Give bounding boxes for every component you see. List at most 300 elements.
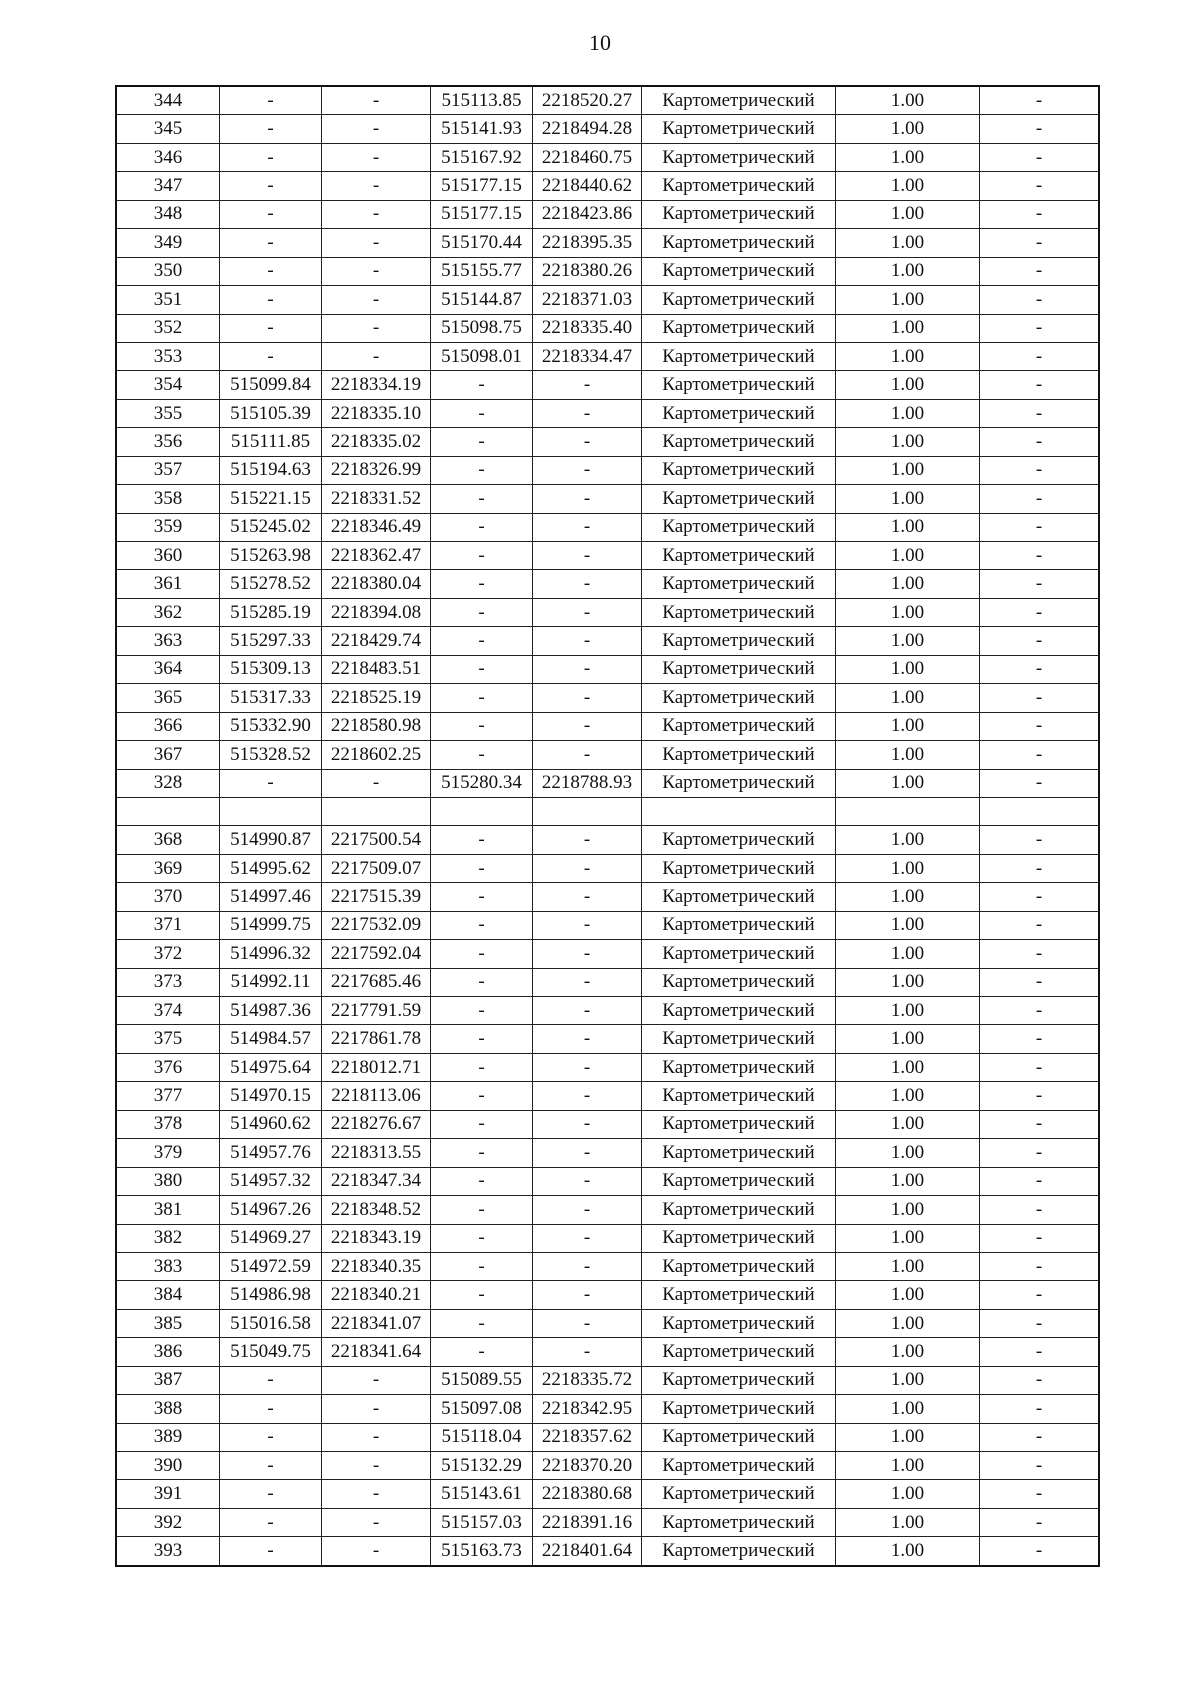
note-cell: - bbox=[980, 940, 1100, 968]
note-cell: - bbox=[980, 1452, 1100, 1480]
table-row bbox=[116, 1252, 1099, 1280]
x-existing-cell: - bbox=[220, 286, 322, 314]
note-cell: - bbox=[980, 1281, 1100, 1309]
method-cell: Картометрический bbox=[642, 485, 836, 513]
table-row bbox=[116, 1281, 1099, 1309]
y-new-cell: - bbox=[533, 371, 642, 399]
x-new-cell: - bbox=[431, 399, 533, 427]
method-cell: Картометрический bbox=[642, 570, 836, 598]
x-new-cell: 515143.61 bbox=[431, 1480, 533, 1508]
table-row bbox=[116, 655, 1099, 683]
table-row bbox=[116, 314, 1099, 342]
x-existing-cell: 515278.52 bbox=[220, 570, 322, 598]
x-existing-cell: 514986.98 bbox=[220, 1281, 322, 1309]
precision-cell: 1.00 bbox=[836, 940, 980, 968]
note-cell: - bbox=[980, 854, 1100, 882]
table-row bbox=[116, 456, 1099, 484]
y-new-cell: - bbox=[533, 627, 642, 655]
table-row bbox=[116, 513, 1099, 541]
precision-cell: 1.00 bbox=[836, 485, 980, 513]
x-existing-cell: 515309.13 bbox=[220, 655, 322, 683]
y-new-cell: 2218357.62 bbox=[533, 1423, 642, 1451]
precision-cell: 1.00 bbox=[836, 1082, 980, 1110]
x-existing-cell: 514995.62 bbox=[220, 854, 322, 882]
precision-cell: 1.00 bbox=[836, 655, 980, 683]
note-cell: - bbox=[980, 456, 1100, 484]
y-new-cell: 2218342.95 bbox=[533, 1395, 642, 1423]
y-new-cell: - bbox=[533, 456, 642, 484]
x-new-cell: - bbox=[431, 655, 533, 683]
precision-cell: 1.00 bbox=[836, 428, 980, 456]
point-number-cell: 359 bbox=[116, 513, 220, 541]
note-cell: - bbox=[980, 1508, 1100, 1536]
precision-cell: 1.00 bbox=[836, 1025, 980, 1053]
x-new-cell: - bbox=[431, 1139, 533, 1167]
precision-cell: 1.00 bbox=[836, 1452, 980, 1480]
precision-cell: 1.00 bbox=[836, 200, 980, 228]
point-number-cell: 382 bbox=[116, 1224, 220, 1252]
table-row bbox=[116, 86, 1099, 115]
precision-cell: 1.00 bbox=[836, 399, 980, 427]
x-existing-cell: 515111.85 bbox=[220, 428, 322, 456]
point-number-cell: 358 bbox=[116, 485, 220, 513]
table-row bbox=[116, 1139, 1099, 1167]
coordinates-table bbox=[115, 85, 1100, 1567]
method-cell: Картометрический bbox=[642, 86, 836, 115]
point-number-cell: 374 bbox=[116, 997, 220, 1025]
precision-cell: 1.00 bbox=[836, 1338, 980, 1366]
point-number-cell: 364 bbox=[116, 655, 220, 683]
y-new-cell: - bbox=[533, 1224, 642, 1252]
table-row bbox=[116, 1508, 1099, 1536]
note-cell: - bbox=[980, 655, 1100, 683]
y-existing-cell: 2218340.21 bbox=[322, 1281, 431, 1309]
y-new-cell: - bbox=[533, 968, 642, 996]
x-new-cell: 515097.08 bbox=[431, 1395, 533, 1423]
point-number-cell: 361 bbox=[116, 570, 220, 598]
y-existing-cell: 2218276.67 bbox=[322, 1110, 431, 1138]
y-new-cell: 2218520.27 bbox=[533, 86, 642, 115]
point-number-cell: 391 bbox=[116, 1480, 220, 1508]
y-existing-cell: 2218348.52 bbox=[322, 1196, 431, 1224]
note-cell: - bbox=[980, 712, 1100, 740]
note-cell: - bbox=[980, 1167, 1100, 1195]
x-existing-cell: - bbox=[220, 1508, 322, 1536]
precision-cell: 1.00 bbox=[836, 371, 980, 399]
y-existing-cell: 2218429.74 bbox=[322, 627, 431, 655]
y-new-cell: - bbox=[533, 428, 642, 456]
note-cell: - bbox=[980, 997, 1100, 1025]
x-new-cell: - bbox=[431, 570, 533, 598]
table-row bbox=[116, 826, 1099, 854]
method-cell: Картометрический bbox=[642, 1196, 836, 1224]
precision-cell: 1.00 bbox=[836, 627, 980, 655]
point-number-cell: 381 bbox=[116, 1196, 220, 1224]
x-new-cell: - bbox=[431, 513, 533, 541]
method-cell: Картометрический bbox=[642, 542, 836, 570]
method-cell: Картометрический bbox=[642, 1309, 836, 1337]
note-cell: - bbox=[980, 513, 1100, 541]
y-new-cell: - bbox=[533, 826, 642, 854]
y-existing-cell: 2218525.19 bbox=[322, 684, 431, 712]
x-new-cell: - bbox=[431, 684, 533, 712]
table-row bbox=[116, 940, 1099, 968]
y-existing-cell: 2218602.25 bbox=[322, 741, 431, 769]
note-cell: - bbox=[980, 1395, 1100, 1423]
point-number-cell: 377 bbox=[116, 1082, 220, 1110]
y-new-cell: - bbox=[533, 542, 642, 570]
method-cell: Картометрический bbox=[642, 684, 836, 712]
method-cell: Картометрический bbox=[642, 257, 836, 285]
x-existing-cell: 514999.75 bbox=[220, 911, 322, 939]
x-new-cell: - bbox=[431, 826, 533, 854]
x-existing-cell: - bbox=[220, 314, 322, 342]
method-cell: Картометрический bbox=[642, 172, 836, 200]
precision-cell: 1.00 bbox=[836, 570, 980, 598]
point-number-cell: 393 bbox=[116, 1537, 220, 1566]
x-existing-cell: 515099.84 bbox=[220, 371, 322, 399]
y-new-cell: - bbox=[533, 1252, 642, 1280]
precision-cell: 1.00 bbox=[836, 769, 980, 797]
table-row bbox=[116, 797, 1099, 825]
method-cell: Картометрический bbox=[642, 826, 836, 854]
method-cell: Картометрический bbox=[642, 627, 836, 655]
y-new-cell: - bbox=[533, 883, 642, 911]
table-row bbox=[116, 542, 1099, 570]
y-existing-cell: - bbox=[322, 1366, 431, 1394]
method-cell: Картометрический bbox=[642, 286, 836, 314]
note-cell: - bbox=[980, 143, 1100, 171]
x-existing-cell: 514975.64 bbox=[220, 1053, 322, 1081]
y-new-cell: - bbox=[533, 1167, 642, 1195]
method-cell: Картометрический bbox=[642, 655, 836, 683]
x-new-cell: - bbox=[431, 997, 533, 1025]
x-new-cell: - bbox=[431, 485, 533, 513]
table-row bbox=[116, 229, 1099, 257]
y-new-cell: 2218380.26 bbox=[533, 257, 642, 285]
y-existing-cell: 2217791.59 bbox=[322, 997, 431, 1025]
y-new-cell: 2218335.40 bbox=[533, 314, 642, 342]
y-existing-cell: 2217532.09 bbox=[322, 911, 431, 939]
note-cell: - bbox=[980, 1537, 1100, 1566]
precision-cell: 1.00 bbox=[836, 1167, 980, 1195]
point-number-cell: 369 bbox=[116, 854, 220, 882]
precision-cell: 1.00 bbox=[836, 542, 980, 570]
x-new-cell: - bbox=[431, 940, 533, 968]
x-new-cell: - bbox=[431, 1252, 533, 1280]
note-cell: - bbox=[980, 257, 1100, 285]
x-new-cell: - bbox=[431, 1025, 533, 1053]
coordinates-table-body bbox=[116, 86, 1099, 1566]
method-cell: Картометрический bbox=[642, 513, 836, 541]
point-number-cell: 372 bbox=[116, 940, 220, 968]
x-new-cell: - bbox=[431, 456, 533, 484]
y-new-cell: - bbox=[533, 1338, 642, 1366]
x-new-cell: - bbox=[431, 712, 533, 740]
precision-cell: 1.00 bbox=[836, 513, 980, 541]
y-existing-cell: 2218313.55 bbox=[322, 1139, 431, 1167]
x-existing-cell: 515245.02 bbox=[220, 513, 322, 541]
x-existing-cell: 514984.57 bbox=[220, 1025, 322, 1053]
x-existing-cell: - bbox=[220, 200, 322, 228]
y-new-cell: - bbox=[533, 997, 642, 1025]
y-new-cell: - bbox=[533, 712, 642, 740]
point-number-cell: 375 bbox=[116, 1025, 220, 1053]
y-existing-cell: 2218347.34 bbox=[322, 1167, 431, 1195]
x-existing-cell: 514970.15 bbox=[220, 1082, 322, 1110]
x-existing-cell: 514957.32 bbox=[220, 1167, 322, 1195]
x-new-cell: - bbox=[431, 1110, 533, 1138]
y-new-cell: - bbox=[533, 1053, 642, 1081]
precision-cell: 1.00 bbox=[836, 1224, 980, 1252]
method-cell: Картометрический bbox=[642, 314, 836, 342]
precision-cell: 1.00 bbox=[836, 1281, 980, 1309]
method-cell: Картометрический bbox=[642, 1281, 836, 1309]
y-existing-cell: - bbox=[322, 115, 431, 143]
x-new-cell: 515280.34 bbox=[431, 769, 533, 797]
method-cell: Картометрический bbox=[642, 968, 836, 996]
y-new-cell: - bbox=[533, 1082, 642, 1110]
table-row bbox=[116, 1082, 1099, 1110]
y-new-cell bbox=[533, 797, 642, 825]
x-new-cell: 515167.92 bbox=[431, 143, 533, 171]
x-existing-cell: 515263.98 bbox=[220, 542, 322, 570]
table-row bbox=[116, 1537, 1099, 1566]
point-number-cell: 386 bbox=[116, 1338, 220, 1366]
x-existing-cell: 514990.87 bbox=[220, 826, 322, 854]
note-cell: - bbox=[980, 371, 1100, 399]
precision-cell: 1.00 bbox=[836, 1480, 980, 1508]
x-new-cell: - bbox=[431, 1053, 533, 1081]
table-row bbox=[116, 200, 1099, 228]
note-cell: - bbox=[980, 968, 1100, 996]
method-cell: Картометрический bbox=[642, 1395, 836, 1423]
y-existing-cell: 2217861.78 bbox=[322, 1025, 431, 1053]
precision-cell: 1.00 bbox=[836, 1252, 980, 1280]
x-existing-cell: - bbox=[220, 1423, 322, 1451]
x-new-cell: - bbox=[431, 1082, 533, 1110]
method-cell: Картометрический bbox=[642, 1366, 836, 1394]
point-number-cell: 353 bbox=[116, 342, 220, 370]
y-new-cell: - bbox=[533, 911, 642, 939]
precision-cell: 1.00 bbox=[836, 143, 980, 171]
x-existing-cell bbox=[220, 797, 322, 825]
precision-cell: 1.00 bbox=[836, 712, 980, 740]
point-number-cell: 348 bbox=[116, 200, 220, 228]
x-new-cell: - bbox=[431, 627, 533, 655]
point-number-cell: 384 bbox=[116, 1281, 220, 1309]
x-existing-cell: 514997.46 bbox=[220, 883, 322, 911]
x-existing-cell: - bbox=[220, 1395, 322, 1423]
point-number-cell: 346 bbox=[116, 143, 220, 171]
point-number-cell: 389 bbox=[116, 1423, 220, 1451]
note-cell: - bbox=[980, 314, 1100, 342]
table-row bbox=[116, 968, 1099, 996]
table-row bbox=[116, 1452, 1099, 1480]
note-cell: - bbox=[980, 1053, 1100, 1081]
y-existing-cell: - bbox=[322, 286, 431, 314]
point-number-cell: 368 bbox=[116, 826, 220, 854]
table-row bbox=[116, 371, 1099, 399]
x-existing-cell: 515332.90 bbox=[220, 712, 322, 740]
table-row bbox=[116, 883, 1099, 911]
x-new-cell bbox=[431, 797, 533, 825]
x-existing-cell: 515328.52 bbox=[220, 741, 322, 769]
x-existing-cell: 514969.27 bbox=[220, 1224, 322, 1252]
x-new-cell: 515132.29 bbox=[431, 1452, 533, 1480]
note-cell: - bbox=[980, 1110, 1100, 1138]
y-existing-cell: 2218335.10 bbox=[322, 399, 431, 427]
point-number-cell: 363 bbox=[116, 627, 220, 655]
note-cell: - bbox=[980, 286, 1100, 314]
y-existing-cell: 2218340.35 bbox=[322, 1252, 431, 1280]
point-number-cell: 350 bbox=[116, 257, 220, 285]
x-existing-cell: 514967.26 bbox=[220, 1196, 322, 1224]
y-new-cell: 2218334.47 bbox=[533, 342, 642, 370]
method-cell: Картометрический bbox=[642, 1053, 836, 1081]
x-existing-cell: 515016.58 bbox=[220, 1309, 322, 1337]
x-existing-cell: - bbox=[220, 1366, 322, 1394]
x-new-cell: - bbox=[431, 968, 533, 996]
note-cell: - bbox=[980, 911, 1100, 939]
method-cell: Картометрический bbox=[642, 399, 836, 427]
method-cell: Картометрический bbox=[642, 883, 836, 911]
precision-cell: 1.00 bbox=[836, 1366, 980, 1394]
method-cell: Картометрический bbox=[642, 1452, 836, 1480]
precision-cell: 1.00 bbox=[836, 997, 980, 1025]
table-row bbox=[116, 1025, 1099, 1053]
table-row bbox=[116, 286, 1099, 314]
y-new-cell: 2218391.16 bbox=[533, 1508, 642, 1536]
precision-cell: 1.00 bbox=[836, 172, 980, 200]
point-number-cell: 380 bbox=[116, 1167, 220, 1195]
precision-cell: 1.00 bbox=[836, 741, 980, 769]
x-existing-cell: 514987.36 bbox=[220, 997, 322, 1025]
precision-cell: 1.00 bbox=[836, 1139, 980, 1167]
table-row bbox=[116, 342, 1099, 370]
point-number-cell: 328 bbox=[116, 769, 220, 797]
method-cell: Картометрический bbox=[642, 1082, 836, 1110]
table-row bbox=[116, 769, 1099, 797]
note-cell: - bbox=[980, 172, 1100, 200]
x-existing-cell: 515317.33 bbox=[220, 684, 322, 712]
note-cell: - bbox=[980, 428, 1100, 456]
point-number-cell: 356 bbox=[116, 428, 220, 456]
y-existing-cell: - bbox=[322, 143, 431, 171]
point-number-cell: 349 bbox=[116, 229, 220, 257]
note-cell: - bbox=[980, 1480, 1100, 1508]
y-existing-cell: 2217500.54 bbox=[322, 826, 431, 854]
point-number-cell: 367 bbox=[116, 741, 220, 769]
x-new-cell: 515155.77 bbox=[431, 257, 533, 285]
point-number-cell: 345 bbox=[116, 115, 220, 143]
method-cell: Картометрический bbox=[642, 229, 836, 257]
y-existing-cell: - bbox=[322, 314, 431, 342]
y-existing-cell: 2217592.04 bbox=[322, 940, 431, 968]
point-number-cell: 362 bbox=[116, 598, 220, 626]
method-cell: Картометрический bbox=[642, 1537, 836, 1566]
x-new-cell: 515177.15 bbox=[431, 200, 533, 228]
table-row bbox=[116, 1309, 1099, 1337]
y-new-cell: 2218440.62 bbox=[533, 172, 642, 200]
note-cell: - bbox=[980, 1309, 1100, 1337]
y-existing-cell: - bbox=[322, 769, 431, 797]
point-number-cell: 352 bbox=[116, 314, 220, 342]
x-new-cell: - bbox=[431, 542, 533, 570]
precision-cell: 1.00 bbox=[836, 456, 980, 484]
method-cell: Картометрический bbox=[642, 854, 836, 882]
table-row bbox=[116, 485, 1099, 513]
point-number-cell: 365 bbox=[116, 684, 220, 712]
method-cell: Картометрический bbox=[642, 428, 836, 456]
note-cell: - bbox=[980, 1366, 1100, 1394]
note-cell: - bbox=[980, 399, 1100, 427]
table-row bbox=[116, 1395, 1099, 1423]
precision-cell: 1.00 bbox=[836, 1508, 980, 1536]
x-existing-cell: - bbox=[220, 172, 322, 200]
note-cell: - bbox=[980, 741, 1100, 769]
x-existing-cell: - bbox=[220, 143, 322, 171]
precision-cell: 1.00 bbox=[836, 257, 980, 285]
precision-cell: 1.00 bbox=[836, 1196, 980, 1224]
method-cell: Картометрический bbox=[642, 1224, 836, 1252]
table-row bbox=[116, 712, 1099, 740]
method-cell: Картометрический bbox=[642, 1252, 836, 1280]
x-existing-cell: 515285.19 bbox=[220, 598, 322, 626]
x-existing-cell: 515105.39 bbox=[220, 399, 322, 427]
method-cell: Картометрический bbox=[642, 1110, 836, 1138]
point-number-cell: 371 bbox=[116, 911, 220, 939]
table-row bbox=[116, 1480, 1099, 1508]
table-row bbox=[116, 911, 1099, 939]
y-new-cell: - bbox=[533, 1281, 642, 1309]
x-new-cell: 515098.75 bbox=[431, 314, 533, 342]
table-row bbox=[116, 143, 1099, 171]
y-new-cell: - bbox=[533, 655, 642, 683]
point-number-cell: 351 bbox=[116, 286, 220, 314]
method-cell: Картометрический bbox=[642, 1025, 836, 1053]
x-new-cell: - bbox=[431, 1338, 533, 1366]
note-cell: - bbox=[980, 1423, 1100, 1451]
y-existing-cell: 2217515.39 bbox=[322, 883, 431, 911]
table-row bbox=[116, 627, 1099, 655]
x-existing-cell: 514957.76 bbox=[220, 1139, 322, 1167]
x-existing-cell: - bbox=[220, 86, 322, 115]
x-existing-cell: - bbox=[220, 1480, 322, 1508]
x-new-cell: 515141.93 bbox=[431, 115, 533, 143]
y-new-cell: - bbox=[533, 1025, 642, 1053]
point-number-cell: 376 bbox=[116, 1053, 220, 1081]
x-existing-cell: 515221.15 bbox=[220, 485, 322, 513]
x-existing-cell: - bbox=[220, 1537, 322, 1566]
y-new-cell: - bbox=[533, 1110, 642, 1138]
y-existing-cell: - bbox=[322, 1537, 431, 1566]
point-number-cell: 378 bbox=[116, 1110, 220, 1138]
method-cell: Картометрический bbox=[642, 1338, 836, 1366]
y-new-cell: 2218460.75 bbox=[533, 143, 642, 171]
point-number-cell: 373 bbox=[116, 968, 220, 996]
x-existing-cell: 515297.33 bbox=[220, 627, 322, 655]
y-new-cell: - bbox=[533, 684, 642, 712]
y-new-cell: 2218380.68 bbox=[533, 1480, 642, 1508]
x-new-cell: - bbox=[431, 1309, 533, 1337]
precision-cell: 1.00 bbox=[836, 598, 980, 626]
method-cell: Картометрический bbox=[642, 997, 836, 1025]
x-existing-cell: 515194.63 bbox=[220, 456, 322, 484]
y-existing-cell: 2218483.51 bbox=[322, 655, 431, 683]
y-new-cell: 2218395.35 bbox=[533, 229, 642, 257]
point-number-cell: 354 bbox=[116, 371, 220, 399]
